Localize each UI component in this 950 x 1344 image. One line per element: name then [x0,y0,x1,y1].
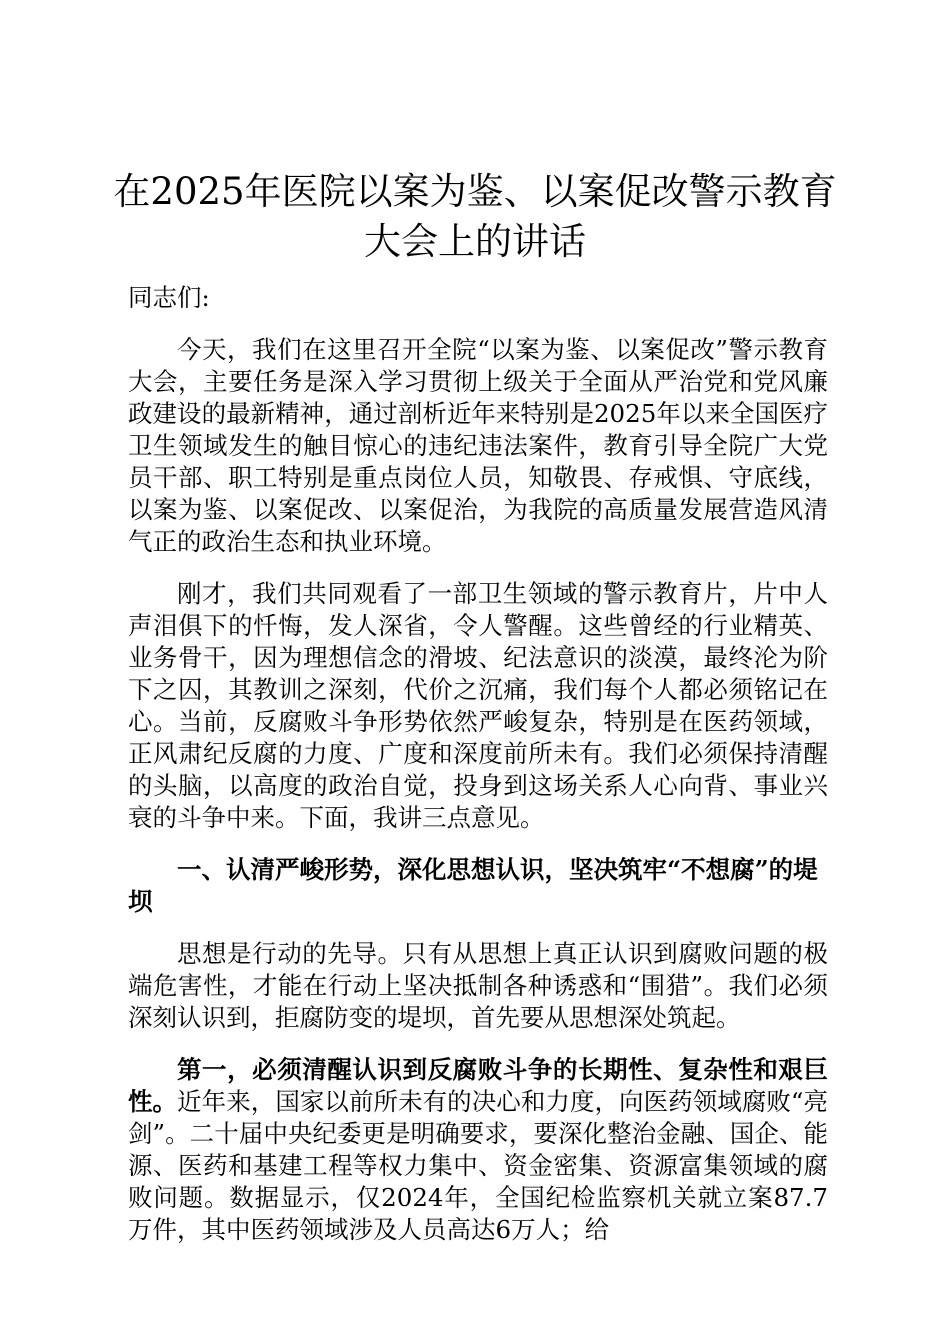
point-1-text: 近年来，国家以前所未有的决心和力度，向医药领域腐败“亮剑”。二十届中央纪委更是明确要求，要深化整治金融、国企、能源、医药和基建工程等权力集中、资金密集、资源富集领域的腐败问题。数据显示，仅2024年，全国纪检监察机关就立案87.7万件，其中医药领域涉及人员高达6万人；给 [128,1087,828,1244]
document-title [110,167,840,267]
paragraph-opening: 今天，我们在这里召开全院“以案为鉴、以案促改”警示教育大会，主要任务是深入学习贯彻上级关于全面从严治党和党风廉政建设的最新精神，通过剖析近年来特别是2025年以来全国医疗卫生领域发生的触目惊心的违纪违法案件，教育引导全院广大党员干部、职工特别是重点岗位人员，知敬畏、存戒惧、守底线，以案为鉴、以案促改、以案促治，为我院的高质量发展营造风清气正的政治生态和执业环境。 [128,335,828,556]
title-line-2: 大会上的讲话 [364,220,586,263]
section-1-paragraph: 思想是行动的先导。只有从思想上真正认识到腐败问题的极端危害性，才能在行动上坚决抵制各种诱惑和“围猎”。我们必须深刻认识到，拒腐防变的堤坝，首先要从思想深处筑起。 [128,939,828,1032]
salutation: 同志们: [128,283,210,312]
point-1-paragraph [128,1054,828,1246]
document-body [128,282,828,1266]
section-heading-1: 一、认清严峻形势，深化思想认识，坚决筑牢“不想腐”的堤坝 [128,855,818,916]
paragraph-context: 刚才，我们共同观看了一部卫生领域的警示教育片，片中人声泪俱下的忏悔，发人深省，令人警醒。这些曾经的行业精英、业务骨干，因为理想信念的滑坡、纪法意识的淡漠，最终沦为阶下之囚，其教训之深刻，代价之沉痛，我们每个人都必须铭记在心。当前，反腐败斗争形势依然严峻复杂，特别是在医药领域，正风肃纪反腐的力度、广度和深度前所未有。我们必须保持清醒的头脑，以高度的政治自觉，投身到这场关系人心向背、事业兴衰的斗争中来。下面，我讲三点意见。 [128,579,828,832]
point-1-lead: 第一，必须清醒认识到反腐败斗争的长期性、复杂性和艰巨性。 [128,1055,828,1116]
title-line-1: 在2025年医院以案为鉴、以案促改警示教育 [113,170,837,213]
